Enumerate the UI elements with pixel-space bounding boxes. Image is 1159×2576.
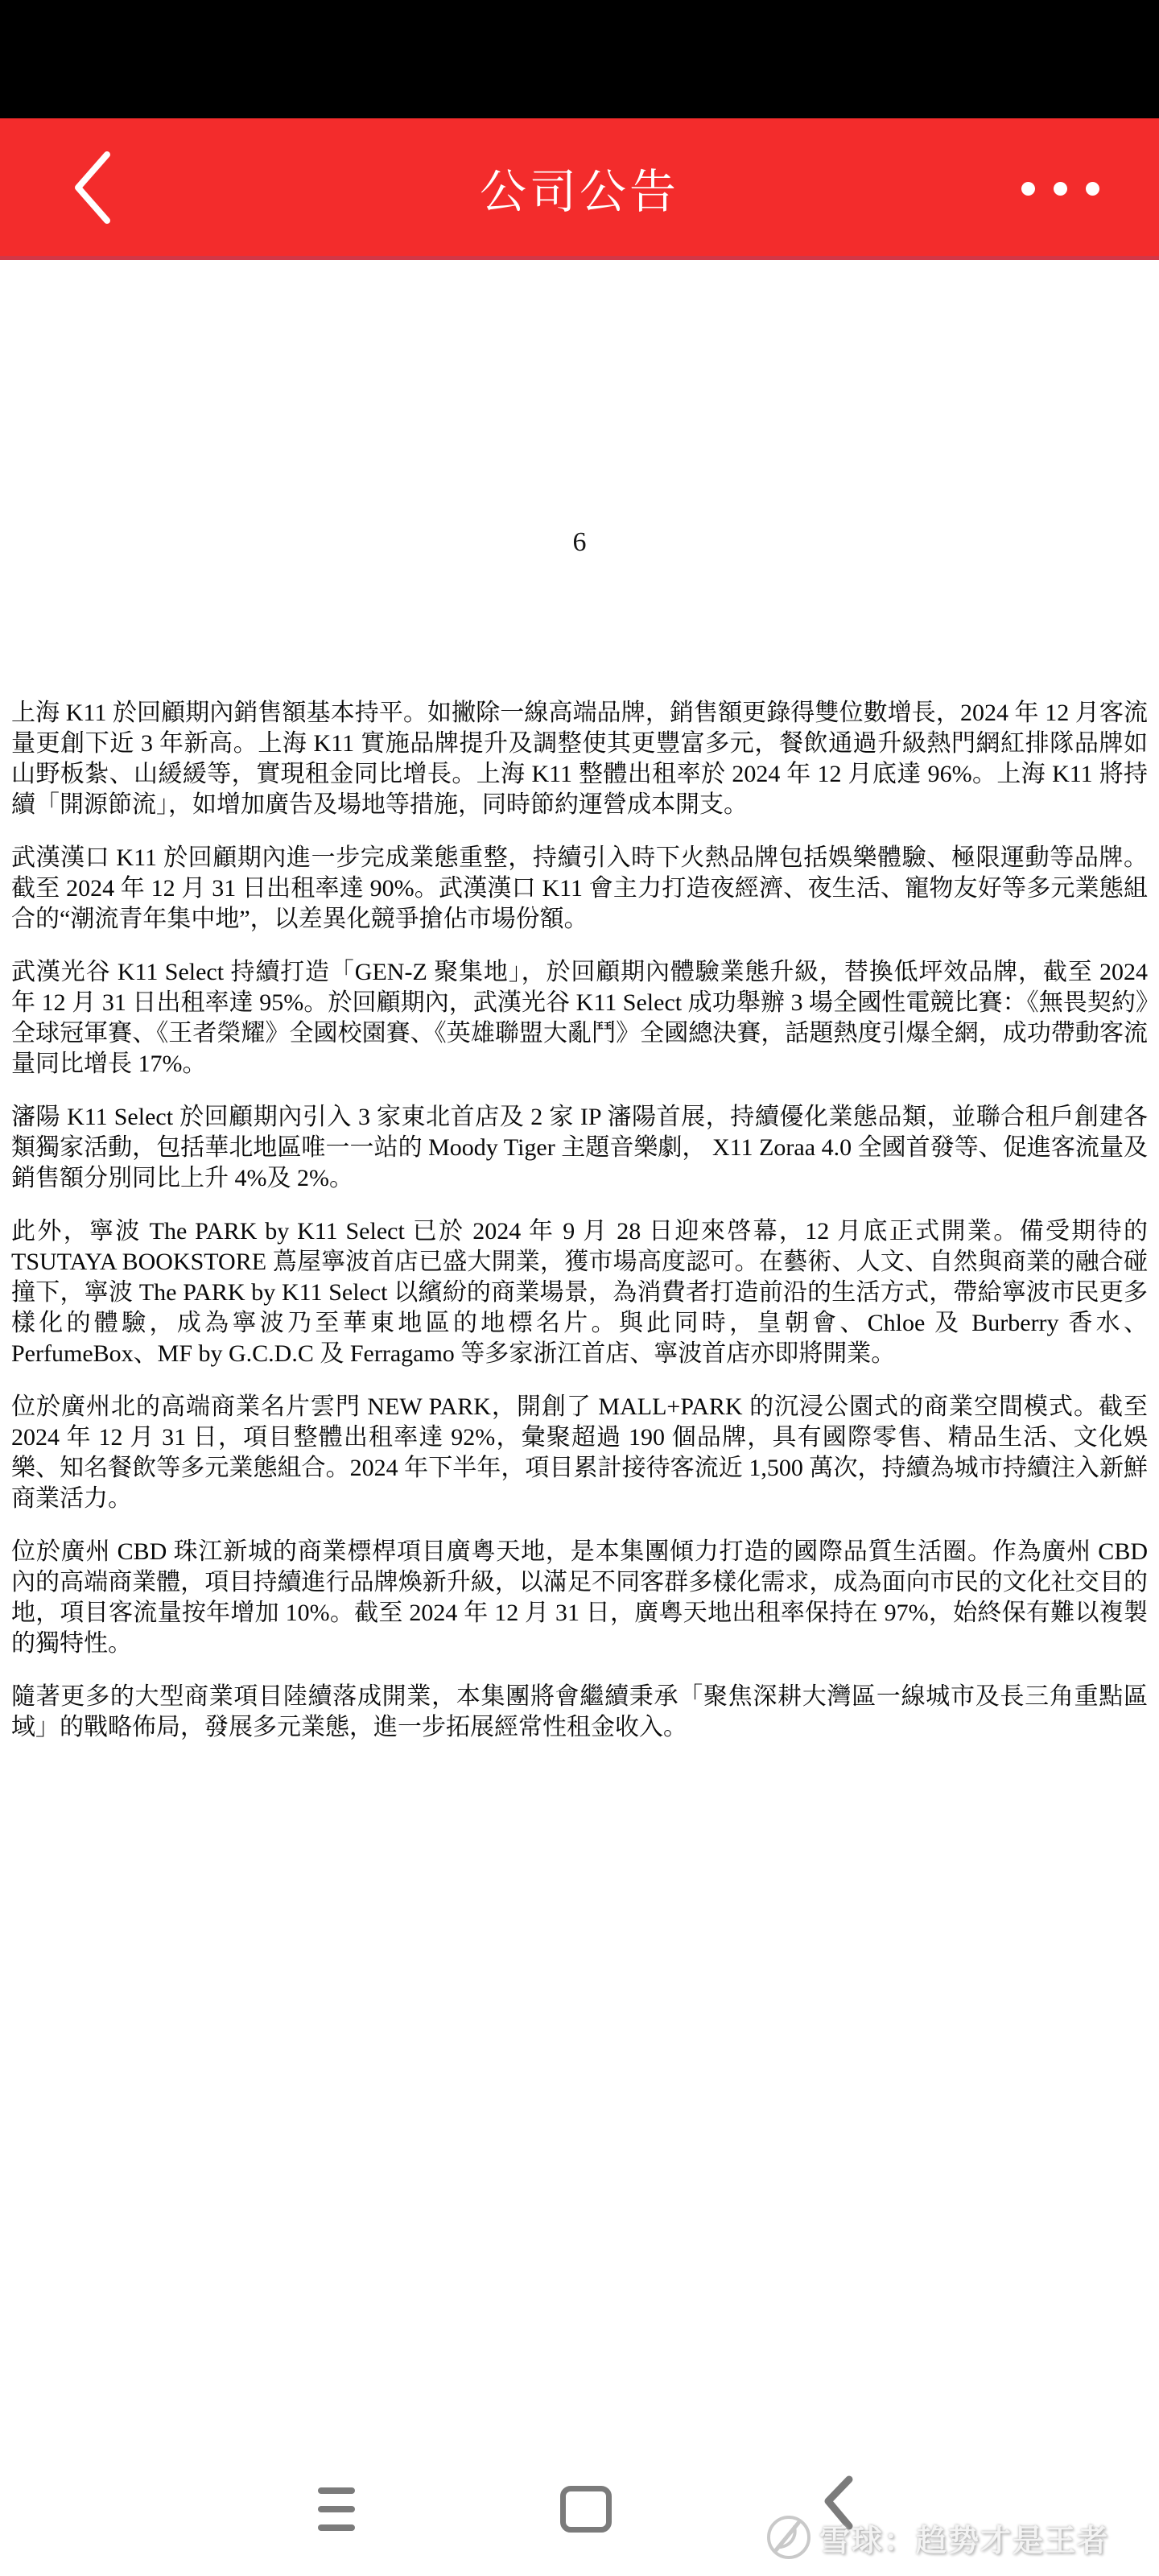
document-body [0,561,1159,1743]
paragraph-wuhan-hankou-k11: 武漢漢口 K11 於回顧期內進一步完成業態重整，持續引入時下火熱品牌包括娛樂體驗、極限運動等品牌。截至 2024 年 12 月 31 日出租率達 90%。武漢漢口 K11 會主力打造夜經濟、夜生活、寵物友好等多元業態組合的“潮流青年集中地”，以差異化競爭搶佔市場份額。 [11,844,1148,932]
paragraph-wuhan-guanggu-k11-select: 武漢光谷 K11 Select 持續打造「GEN-Z 聚集地」，於回顧期內體驗業態升級，替換低坪效品牌，截至 2024 年 12 月 31 日出租率達 95%。於回顧期內，武漢光谷 K11 Select 成功舉辦 3 場全國性電競比賽：《無畏契約》全球冠軍賽、《王者榮耀》全國校園賽、《英雄聯盟大亂鬥》全國總決賽，話題熱度引爆全網，成功帶動客流量同比增長 17%。 [11,959,1148,1077]
paragraph-guangyue-tiandi: 位於廣州 CBD 珠江新城的商業標桿項目廣粵天地，是本集團傾力打造的國際品質生活圈。作為廣州 CBD 內的高端商業體，項目持續進行品牌煥新升級，以滿足不同客群多樣化需求，成為面向市民的文化社交目的地，項目客流量按年增加 10%。截至 2024 年 12 月 31 日，廣粵天地出租率保持在 97%，始終保有難以複製的獨特性。 [11,1538,1148,1657]
back-chevron-icon [69,150,116,225]
paragraph-guangzhou-new-park: 位於廣州北的高端商業名片雲門 NEW PARK，開創了 MALL+PARK 的沉浸公園式的商業空間模式。截至 2024 年 12 月 31 日，項目整體出租率達 92%，彙聚超過 190 個品牌，具有國際零售、精品生活、文化娛樂、知名餐飲等多元業態組合。2024 年下半年，項目累計接待客流近 1,500 萬次，持續為城市持續注入新鮮商業活力。 [11,1393,1148,1512]
ellipsis-dot-icon [1021,182,1035,196]
menu-lines-icon [318,2487,355,2531]
watermark-text: 雪球：趋势才是王者 [819,2524,1110,2558]
back-button[interactable] [64,144,121,231]
recents-button[interactable] [302,2475,371,2544]
document-page [0,260,1159,2576]
status-bar [0,0,1159,118]
page-title: 公司公告 [479,165,679,218]
more-options-button[interactable] [1008,157,1112,220]
paragraph-ningbo-the-park: 此外，寧波 The PARK by K11 Select 已於 2024 年 9 月 28 日迎來啓幕，12 月底正式開業。備受期待的 TSUTAYA BOOKSTORE 蔦屋寧波首店已盛大開業，獲市場高度認可。在藝術、人文、自然與商業的融合碰撞下，寧波 The PARK by K11 Select 以繽紛的商業場景，為消費者打造前沿的生活方式，帶給寧波市民更多樣化的體驗，成為寧波乃至華東地區的地標名片。與此同時，皇朝會、Chloe 及 Burberry 香水、PerfumeBox、MF by G.C.D.C 及 Ferragamo 等多家浙江首店、寧波首店亦即將開業。 [11,1218,1148,1367]
home-button[interactable] [551,2475,621,2544]
page-number: 6 [572,527,587,557]
paragraph-strategy-outlook: 隨著更多的大型商業項目陸續落成開業，本集團將會繼續秉承「聚焦深耕大灣區一線城市及長三角重點區域」的戰略佈局，發展多元業態，進一步拓展經常性租金收入。 [11,1683,1148,1740]
system-nav-bar [0,2447,1159,2576]
ellipsis-dot-icon [1054,182,1067,196]
rounded-square-icon [560,2486,612,2533]
back-chevron-icon [817,2475,859,2531]
ellipsis-dot-icon [1086,182,1099,196]
paragraph-shanghai-k11: 上海 K11 於回顧期內銷售額基本持平。如撇除一線高端品牌，銷售額更錄得雙位數增長，2024 年 12 月客流量更創下近 3 年新高。上海 K11 實施品牌提升及調整使其更豐富多元，餐飲通過升級熱門網紅排隊品牌如山野板紮、山緩緩等，實現租金同比增長。上海 K11 整體出租率於 2024 年 12 月底達 96%。上海 K11 將持續「開源節流」，如增加廣告及場地等措施，同時節約運營成本開支。 [11,700,1148,818]
nav-back-button[interactable] [803,2468,872,2537]
app-header [0,118,1159,260]
paragraph-shenyang-k11-select: 瀋陽 K11 Select 於回顧期內引入 3 家東北首店及 2 家 IP 瀋陽首展，持續優化業態品類，並聯合租戶創建各類獨家活動，包括華北地區唯一一站的 Moody Tiger 主題音樂劇， X11 Zoraa 4.0 全國首發等、促進客流量及銷售額分別同比上升 4%及 2%。 [11,1104,1148,1191]
